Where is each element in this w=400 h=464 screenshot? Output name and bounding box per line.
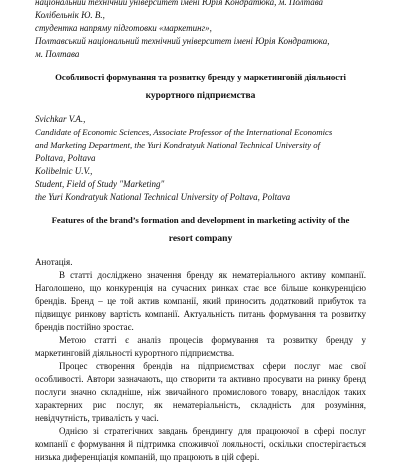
affiliation-en-line-4: Poltava, Poltava (35, 153, 96, 163)
abstract-heading: Анотація. (35, 257, 73, 267)
author-uk-name: Колібельнік Ю. В., (35, 10, 105, 20)
affiliation-en-line-7: the Yuri Kondratyuk National Technical University of Poltava, Poltava (35, 192, 291, 202)
title-uk-line-2: курортного підприємства (145, 91, 256, 101)
affiliation-en-line-2: Candidate of Economic Sciences, Associate Professor of the International Economics (35, 127, 333, 137)
title-uk-line-1: Особливості формування та розвитку бренду у маркетинговій діяльності (55, 72, 346, 82)
affiliation-uk-line-4: Полтавський національний технічний університет імені Юрія Кондратюка, (35, 36, 330, 46)
abstract (35, 256, 366, 464)
author-en-name-2: Kolibelnic U.V., (35, 166, 93, 176)
title-uk (35, 71, 366, 103)
abstract-paragraph-1: В статті досліджено значення бренду як нематеріального активу компанії. Наголошено, що конкуренція на сучасних ринках стає все більше конкуренцією брендів. Бренд – це той актив компанії, який приносить додатковий прибуток та підвищує ринкову вартість компанії. Актуальність питань формування та розвитку брендів постійно зростає. (35, 270, 366, 332)
author-en-name-1: Svichkar V.A., (35, 114, 86, 124)
title-en (35, 214, 366, 246)
affiliation-uk-line-5: м. Полтава (35, 49, 80, 59)
abstract-paragraph-3: Процес створення брендів на підприємствах сфери послуг має свої особливості. Автори зазначають, що створити та активно просувати на ринку бренд послуги значно складніше, ніж звичайного промислового товару, внаслідок таких характерних рис послуг, як нематеріальність, складність для розуміння, невідчутність, тривалість у часі. (35, 361, 366, 423)
abstract-paragraph-2: Метою статті є аналіз процесів формування та розвитку бренду у маркетинговій діяльності курортного підприємства. (35, 335, 366, 358)
affiliation-en-block (35, 113, 366, 204)
affiliation-uk-line-3: студентка напряму підготовки «маркетинг», (35, 23, 212, 33)
affiliation-en-line-3: and Marketing Department, the Yuri Kondratyuk National Technical University of (35, 140, 321, 150)
affiliation-en-line-6: Student, Field of Study "Marketing" (35, 179, 165, 189)
affiliation-uk-block (35, 0, 366, 61)
affiliation-uk-line-1: національний технічний університет імені Юрія Кондратюка, м. Полтава (35, 0, 324, 7)
title-en-line-1: Features of the brand’s formation and development in marketing activity of the (51, 215, 350, 225)
abstract-paragraph-4: Однією зі стратегічних завдань брендингу для працюючої в сфері послуг компанії є формування й підтримка споживчої лояльності, оскільки спостерігається низька диференціація компаній, що працюють в цій сфері. (35, 426, 366, 462)
title-en-line-2: resort company (168, 234, 233, 244)
